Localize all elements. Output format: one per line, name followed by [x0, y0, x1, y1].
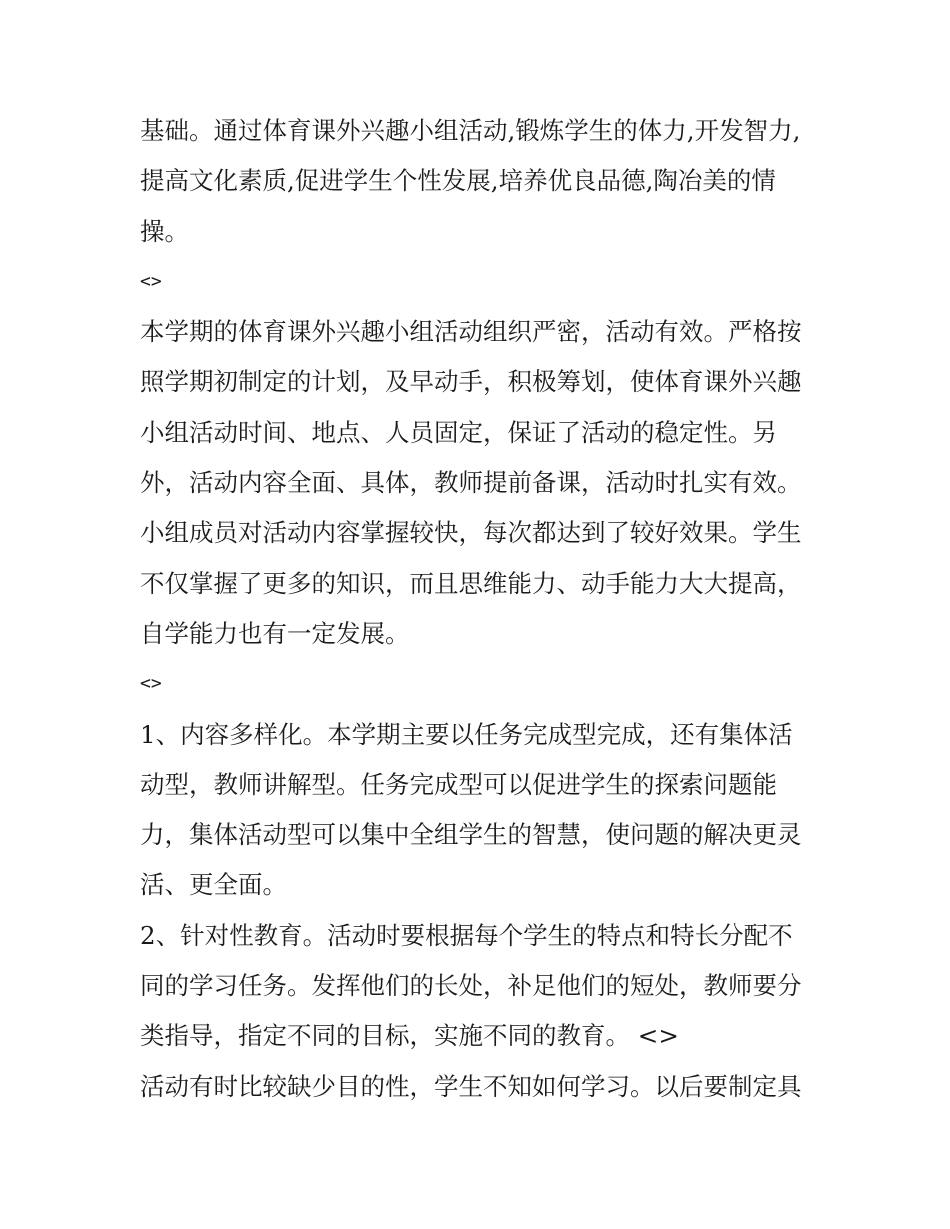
text-line: 提高文化素质,促进学生个性发展,培养优良品德,陶冶美的情 — [140, 166, 776, 196]
text-line: 操。 — [140, 216, 189, 246]
text-line: 小组成员对活动内容掌握较快，每次都达到了较好效果。学生 — [140, 518, 802, 548]
text-line: 活动有时比较缺少目的性，学生不知如何学习。以后要制定具 — [140, 1071, 802, 1101]
text-line: 活、更全面。 — [140, 870, 287, 900]
text-line: 2、针对性教育。活动时要根据每个学生的特点和特长分配不 — [140, 920, 793, 950]
text-line: 自学能力也有一定发展。 — [140, 618, 410, 648]
paragraph-marker: <> — [140, 673, 162, 695]
paragraph-marker: <> — [140, 270, 162, 292]
text-line: 同的学习任务。发挥他们的长处，补足他们的短处，教师要分 — [140, 971, 802, 1001]
text-line: 外，活动内容全面、具体，教师提前备课，活动时扎实有效。 — [140, 468, 802, 498]
text-line: 1、内容多样化。本学期主要以任务完成型完成，还有集体活 — [140, 719, 793, 749]
text-line: 本学期的体育课外兴趣小组活动组织严密，活动有效。严格按 — [140, 317, 802, 347]
text-line: 照学期初制定的计划，及早动手，积极筹划，使体育课外兴趣 — [140, 367, 802, 397]
text-line: 小组活动时间、地点、人员固定，保证了活动的稳定性。另 — [140, 417, 777, 447]
text-line: 动型，教师讲解型。任务完成型可以促进学生的探索问题能 — [140, 769, 777, 799]
text-line: 类指导，指定不同的目标，实施不同的教育。 <> — [140, 1021, 679, 1051]
text-line: 不仅掌握了更多的知识，而且思维能力、动手能力大大提高， — [140, 568, 802, 598]
document-body — [140, 106, 830, 1112]
text-line: 力，集体活动型可以集中全组学生的智慧，使问题的解决更灵 — [140, 820, 802, 850]
text-line: 基础。通过体育课外兴趣小组活动,锻炼学生的体力,开发智力, — [140, 116, 801, 145]
